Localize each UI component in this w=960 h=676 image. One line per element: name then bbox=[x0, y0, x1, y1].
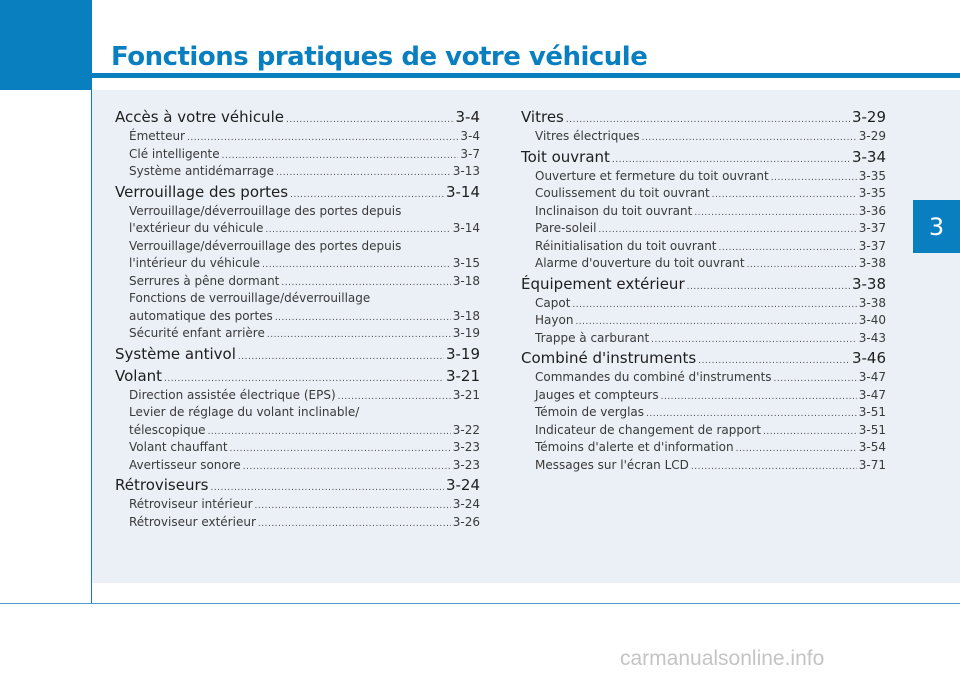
toc-item[interactable]: Pare-soleil ..... 3-37 bbox=[521, 220, 886, 238]
left-margin-rule bbox=[91, 0, 92, 604]
toc-item[interactable]: Serrures à pêne dormant ..... 3-18 bbox=[115, 273, 480, 291]
corner-block bbox=[0, 0, 92, 90]
toc-item[interactable]: l'intérieur du véhicule ..... 3-15 bbox=[115, 255, 480, 273]
page-number: 3-34 bbox=[851, 147, 886, 166]
page-number: 3-7 bbox=[460, 146, 480, 161]
page-title: Fonctions pratiques de votre véhicule bbox=[111, 42, 648, 72]
toc-section[interactable]: Volant ..... 3-21 bbox=[115, 365, 480, 387]
page-number: 3-13 bbox=[452, 164, 480, 178]
toc-item[interactable]: Commandes du combiné d'instruments ..... 3-47 bbox=[521, 369, 886, 387]
page-number: 3-35 bbox=[858, 168, 886, 183]
toc-item[interactable]: Rétroviseur extérieur ..... 3-26 bbox=[115, 514, 480, 532]
page-number: 3-19 bbox=[445, 344, 480, 363]
watermark-text: carmanualsonline.info bbox=[620, 647, 825, 670]
toc-item[interactable]: Coulissement du toit ouvrant ..... 3-35 bbox=[521, 185, 886, 203]
page-number: 3-22 bbox=[452, 422, 480, 437]
page-number: 3-4 bbox=[455, 108, 480, 126]
toc-item[interactable]: Témoin de verglas ..... 3-51 bbox=[521, 404, 886, 422]
toc-item[interactable]: Messages sur l'écran LCD ..... 3-71 bbox=[521, 457, 886, 475]
page-number: 3-4 bbox=[460, 129, 480, 143]
toc-section[interactable]: Rétroviseurs ..... 3-24 bbox=[115, 474, 480, 496]
toc-section[interactable]: Verrouillage des portes ..... 3-14 bbox=[115, 181, 480, 203]
page-number: 3-35 bbox=[858, 186, 886, 200]
toc-item[interactable]: automatique des portes ..... 3-18 bbox=[115, 308, 480, 326]
toc-section[interactable]: Système antivol ..... 3-19 bbox=[115, 343, 480, 365]
toc-item[interactable]: Ouverture et fermeture du toit ouvrant ..... 3-35 bbox=[521, 168, 886, 186]
bottom-rule bbox=[0, 603, 960, 604]
page-number: 3-40 bbox=[858, 313, 886, 327]
toc-item[interactable]: l'extérieur du véhicule ..... 3-14 bbox=[115, 220, 480, 238]
page-number: 3-71 bbox=[858, 457, 886, 472]
chapter-tab[interactable]: 3 bbox=[913, 200, 960, 253]
page-number: 3-46 bbox=[851, 349, 886, 367]
page-number: 3-24 bbox=[445, 476, 480, 494]
toc-column-left bbox=[115, 106, 480, 531]
toc-item[interactable]: Direction assistée électrique (EPS) ..... 3-21 bbox=[115, 387, 480, 405]
toc-item[interactable]: Système antidémarrage ..... 3-13 bbox=[115, 163, 480, 181]
page-number: 3-38 bbox=[851, 274, 886, 293]
toc-item-line[interactable]: Verrouillage/déverrouillage des portes depuis bbox=[129, 238, 402, 253]
page-number: 3-38 bbox=[858, 295, 886, 310]
page-number: 3-47 bbox=[858, 387, 886, 402]
toc-item[interactable]: Rétroviseur intérieur ..... 3-24 bbox=[115, 496, 480, 514]
toc-section[interactable]: Toit ouvrant ..... 3-34 bbox=[521, 146, 886, 168]
page-number: 3-29 bbox=[851, 108, 886, 126]
toc-item[interactable]: Clé intelligente ..... 3-7 bbox=[115, 146, 480, 164]
page-number: 3-21 bbox=[445, 366, 480, 385]
toc-item[interactable]: Inclinaison du toit ouvrant ..... 3-36 bbox=[521, 203, 886, 221]
page-number: 3-37 bbox=[858, 238, 886, 253]
toc-section[interactable]: Équipement extérieur ..... 3-38 bbox=[521, 273, 886, 295]
toc-item[interactable]: Avertisseur sonore ..... 3-23 bbox=[115, 457, 480, 475]
page-number: 3-51 bbox=[858, 422, 886, 437]
page-number: 3-47 bbox=[858, 370, 886, 384]
toc-item[interactable]: Trappe à carburant ..... 3-43 bbox=[521, 330, 886, 348]
page-number: 3-23 bbox=[452, 457, 480, 472]
page-number: 3-36 bbox=[858, 203, 886, 218]
toc-item[interactable]: Alarme d'ouverture du toit ouvrant ..... 3-38 bbox=[521, 255, 886, 273]
toc-item-line[interactable]: Verrouillage/déverrouillage des portes depuis bbox=[129, 203, 402, 218]
toc-item[interactable]: Capot ..... 3-38 bbox=[521, 295, 886, 313]
page-number: 3-19 bbox=[452, 326, 480, 340]
page-number: 3-51 bbox=[858, 405, 886, 419]
page-number: 3-54 bbox=[858, 440, 886, 454]
toc-item[interactable]: Sécurité enfant arrière ..... 3-19 bbox=[115, 325, 480, 343]
toc-item[interactable]: Vitres électriques ..... 3-29 bbox=[521, 128, 886, 146]
toc-item[interactable]: Réinitialisation du toit ouvrant ..... 3-37 bbox=[521, 238, 886, 256]
toc-item[interactable]: Jauges et compteurs ..... 3-47 bbox=[521, 387, 886, 405]
toc-item[interactable]: télescopique ..... 3-22 bbox=[115, 422, 480, 440]
page-number: 3-18 bbox=[452, 273, 480, 288]
toc-item[interactable]: Témoins d'alerte et d'information ..... 3-54 bbox=[521, 439, 886, 457]
toc-section[interactable]: Accès à votre véhicule ..... 3-4 bbox=[115, 106, 480, 128]
title-underline bbox=[92, 73, 960, 78]
toc-item-line[interactable]: Levier de réglage du volant inclinable/ bbox=[129, 405, 360, 419]
page-number: 3-21 bbox=[452, 387, 480, 402]
toc-item[interactable]: Émetteur ..... 3-4 bbox=[115, 128, 480, 146]
toc-item-line[interactable]: Fonctions de verrouillage/déverrouillage bbox=[129, 291, 371, 305]
page-number: 3-26 bbox=[452, 514, 480, 529]
page-number: 3-29 bbox=[858, 129, 886, 143]
page-number: 3-38 bbox=[858, 256, 886, 270]
page-number: 3-37 bbox=[858, 221, 886, 235]
page-number: 3-14 bbox=[445, 182, 480, 201]
toc-item[interactable]: Hayon ..... 3-40 bbox=[521, 312, 886, 330]
page-number: 3-23 bbox=[452, 440, 480, 454]
toc-column-right bbox=[521, 106, 886, 474]
toc-item[interactable]: Volant chauffant ..... 3-23 bbox=[115, 439, 480, 457]
page-number: 3-43 bbox=[858, 330, 886, 345]
toc-section[interactable]: Vitres ..... 3-29 bbox=[521, 106, 886, 128]
toc-section[interactable]: Combiné d'instruments ..... 3-46 bbox=[521, 347, 886, 369]
page-number: 3-18 bbox=[452, 308, 480, 323]
page-number: 3-15 bbox=[452, 256, 480, 270]
page-number: 3-14 bbox=[452, 221, 480, 235]
page-number: 3-24 bbox=[452, 497, 480, 511]
toc-item[interactable]: Indicateur de changement de rapport ..... 3-51 bbox=[521, 422, 886, 440]
